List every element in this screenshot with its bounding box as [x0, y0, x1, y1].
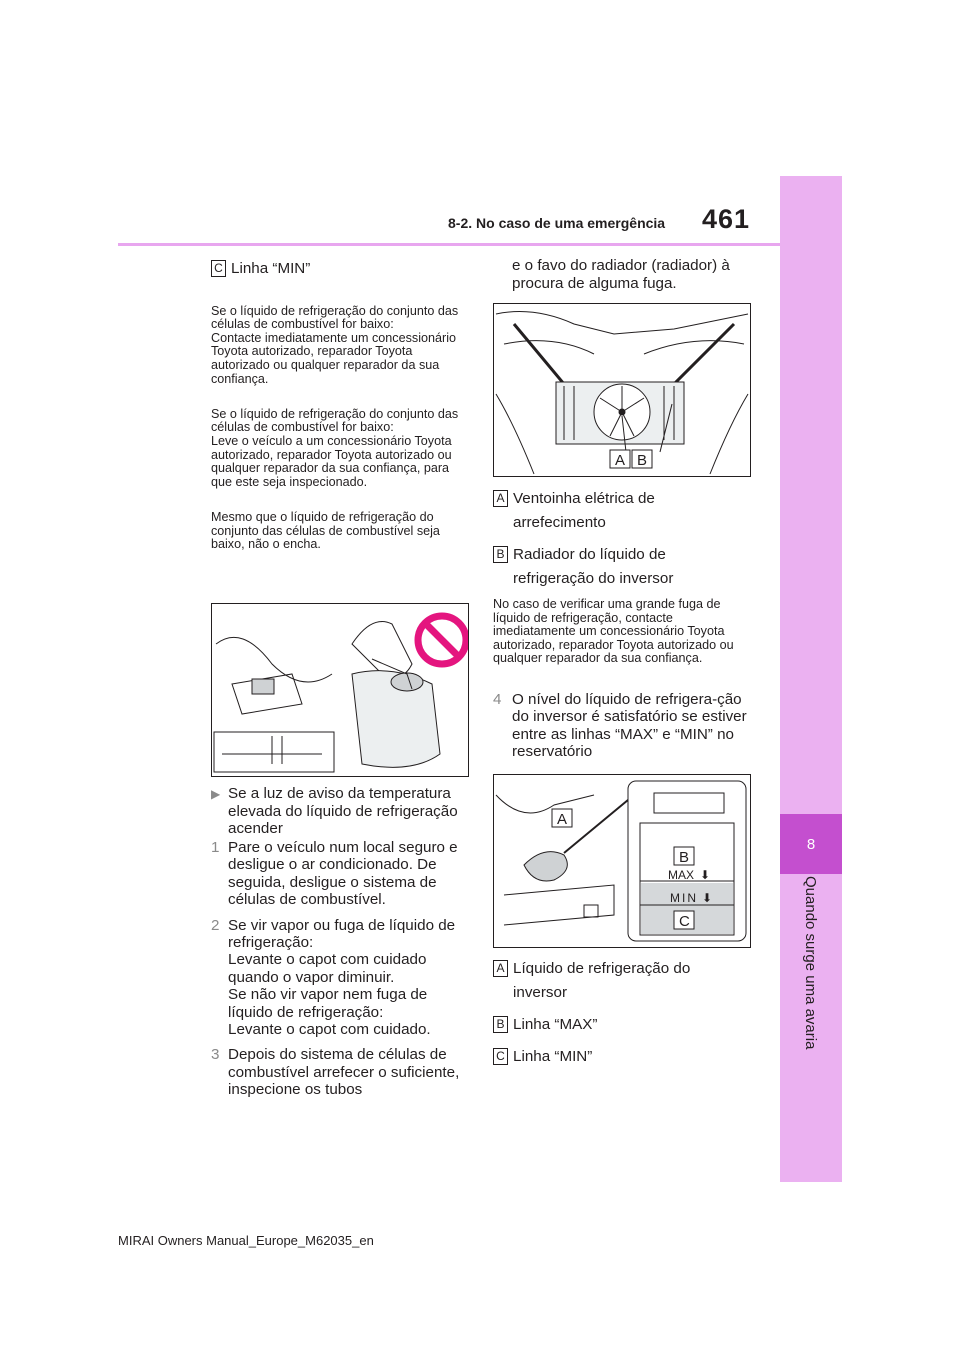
label-c-min-line [211, 257, 471, 281]
callout-b: B [637, 452, 648, 469]
step-number: 2 [211, 916, 220, 934]
left-notes [211, 291, 469, 573]
header-rule [118, 243, 780, 246]
label-a-inverter-coolant [493, 957, 751, 1005]
label-letter-b: B [493, 1016, 508, 1033]
step-number: 3 [211, 1046, 220, 1064]
illustration-radiator [494, 304, 750, 476]
footer-manual-id: MIRAI Owners Manual_Europe_M62035_en [118, 1233, 374, 1248]
step-text: O nível do líquido de refrigera-ção do inversor é satisfatório se estiver entre as linhas “MAX” e “MIN” no reservatório [512, 691, 747, 761]
label-letter-b: B [493, 546, 508, 563]
label-a-text: Líquido de refrigeração do inversor [513, 960, 691, 1001]
bullet-heading-text: Se a luz de aviso da temperatura elevada do líquido de refrigeração acender [228, 785, 458, 838]
label-b-text: Radiador do líquido de refrigeração do inversor [513, 546, 674, 587]
step-number: 4 [493, 691, 502, 708]
step-4 [493, 691, 749, 761]
callout-a: A [557, 811, 568, 828]
step-text: Se vir vapor ou fuga de líquido de refrigeração: Levante o capot com cuidado quando o vapor diminuir. Se não vir vapor nem fuga de líquido de refrigeração: Levante o capot com cuidado. [228, 916, 456, 1039]
callout-c: C [679, 913, 690, 930]
section-title: 8-2. No caso de uma emergência [448, 215, 666, 231]
figure-reservoir [493, 774, 751, 948]
chapter-number [780, 814, 842, 874]
hand-shape [352, 622, 412, 678]
label-letter-c: C [211, 260, 226, 277]
page-number: 461 [702, 204, 751, 234]
figure-do-not-fill [211, 603, 469, 777]
label-c-text: Linha “MIN” [513, 1048, 593, 1065]
step-text: Pare o veículo num local seguro e desligue o ar condicionado. De seguida, desligue o sistema de células de combustível. [228, 839, 458, 909]
min-down-arrow-icon: ⬇ [702, 891, 713, 905]
label-a-text: Ventoinha elétrica de arrefecimento [513, 490, 655, 531]
step-3 [211, 1046, 471, 1098]
label-c-text: Linha “MIN” [231, 260, 311, 277]
illustration-reservoir [494, 775, 750, 947]
label-c-min-line-2 [493, 1045, 751, 1069]
label-b-radiator [493, 543, 751, 591]
note-2: Se o líquido de refrigeração do conjunto das células de combustível for baixo: Leve o veículo a um concessionário Toyota autorizado, reparador Toyota autorizado ou qualquer reparador da sua confiança, para que este seja inspecionado. [211, 406, 459, 489]
label-a-fan [493, 487, 751, 535]
figure-radiator [493, 303, 751, 477]
continued-text: e o favo do radiador (radiador) à procura de alguma fuga. [512, 257, 730, 292]
note-1: Se o líquido de refrigeração do conjunto das células de combustível for baixo: Contacte imediatamente um concessionário Toyota autorizado, reparador Toyota autorizado ou qualquer reparador da sua confiança. [211, 303, 459, 386]
chapter-title [780, 876, 842, 1126]
step-text: Depois do sistema de células de combustível arrefecer o suficiente, inspecione os tubos [228, 1046, 460, 1099]
label-b-max-line [493, 1013, 751, 1037]
label-letter-a: A [493, 490, 508, 507]
prohibition-icon [418, 616, 466, 664]
step-number: 1 [211, 839, 220, 856]
leak-note: No caso de verificar uma grande fuga de líquido de refrigeração, contacte imediatamente um concessionário Toyota autorizado, reparador Toyota autorizado ou qualquer reparador da sua confiança. [493, 597, 734, 666]
bumper-shape [214, 732, 334, 772]
small-reservoir [524, 852, 567, 881]
callout-a: A [615, 452, 626, 469]
chapter-number-text: 8 [806, 835, 816, 853]
triangle-bullet-icon: ▶ [211, 787, 221, 801]
max-mark: MAX [668, 868, 695, 882]
chapter-title-text: Quando surge uma avaria [802, 876, 819, 1050]
steps-list [211, 839, 471, 1099]
illustration-do-not-fill [212, 604, 468, 776]
max-down-arrow-icon: ⬇ [700, 868, 711, 882]
labels-list-2 [493, 957, 751, 1069]
figure1-callouts [610, 450, 652, 469]
reservoir-cap [391, 673, 423, 691]
label-letter-a: A [493, 960, 508, 977]
note-3: Mesmo que o líquido de refrigeração do conjunto das células de combustível seja baixo, não o encha. [211, 509, 440, 552]
min-mark: MIN [670, 891, 698, 905]
label-b-text: Linha “MAX” [513, 1016, 598, 1033]
step-2 [211, 917, 471, 1039]
callout-b: B [679, 849, 690, 866]
labels-list-1 [493, 487, 751, 591]
step-1 [211, 839, 471, 909]
bullet-heading [211, 785, 469, 838]
label-letter-c: C [493, 1048, 508, 1065]
